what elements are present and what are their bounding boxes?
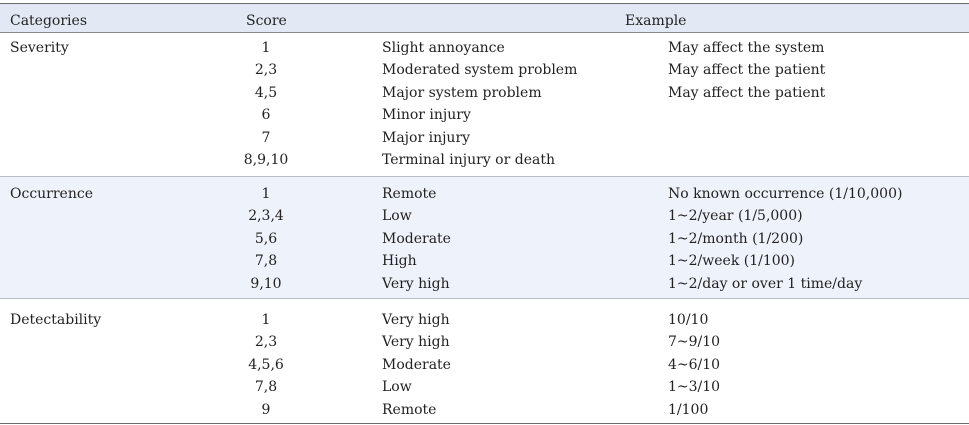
example-cell: 10/10 xyxy=(668,312,709,328)
score-cell: 1 xyxy=(261,186,271,202)
level-cell: Terminal injury or death xyxy=(382,152,555,168)
table-row xyxy=(0,104,969,126)
header-rule xyxy=(0,32,969,33)
group-detectability xyxy=(0,309,969,421)
header-score: Score xyxy=(246,13,287,29)
score-cell: 7,8 xyxy=(254,379,278,396)
level-cell: Remote xyxy=(382,186,437,202)
level-cell: Slight annoyance xyxy=(382,40,505,56)
level-cell: Low xyxy=(382,208,412,225)
table-row xyxy=(0,127,969,149)
level-cell: Very high xyxy=(382,275,450,292)
category-label: Occurrence xyxy=(10,186,93,202)
table-row xyxy=(0,205,969,227)
level-cell: Moderate xyxy=(382,230,451,247)
level-cell: High xyxy=(382,253,417,270)
table-row xyxy=(0,376,969,398)
level-cell: Moderated system problem xyxy=(382,62,578,79)
score-cell: 1 xyxy=(261,40,271,56)
level-cell: Minor injury xyxy=(382,107,471,124)
table-row xyxy=(0,82,969,104)
example-cell: 1~2/week (1/100) xyxy=(668,253,796,270)
example-cell: 1~2/year (1/5,000) xyxy=(668,208,803,225)
score-cell: 6 xyxy=(261,107,271,124)
score-cell: 9,10 xyxy=(250,275,282,292)
score-cell: 5,6 xyxy=(254,230,278,247)
level-cell: Low xyxy=(382,379,412,396)
example-cell: 7~9/10 xyxy=(668,334,721,351)
example-cell: 4~6/10 xyxy=(668,356,721,373)
table-row xyxy=(0,331,969,353)
table-row xyxy=(0,149,969,171)
table-row xyxy=(0,309,969,331)
example-cell: 1~2/day or over 1 time/day xyxy=(668,275,863,292)
table-row xyxy=(0,37,969,59)
level-cell: Remote xyxy=(382,401,437,418)
table-bottom-rule xyxy=(0,423,969,424)
example-cell: 1~3/10 xyxy=(668,379,721,396)
score-cell: 9 xyxy=(261,401,271,418)
level-cell: Major injury xyxy=(382,129,471,146)
example-cell: 1/100 xyxy=(668,401,709,418)
example-cell: May affect the patient xyxy=(668,62,826,79)
score-cell: 7,8 xyxy=(254,253,278,270)
score-cell: 7 xyxy=(261,129,271,146)
category-label: Detectability xyxy=(10,312,102,328)
table-row xyxy=(0,354,969,376)
table-row xyxy=(0,59,969,81)
table-row xyxy=(0,399,969,421)
table-row xyxy=(0,273,969,295)
header-example: Example xyxy=(625,13,687,29)
score-cell: 1 xyxy=(261,312,271,328)
level-cell: Moderate xyxy=(382,356,451,373)
table-header xyxy=(0,4,969,32)
score-cell: 8,9,10 xyxy=(243,152,289,168)
group-severity xyxy=(0,37,969,173)
group-divider xyxy=(0,298,969,299)
example-cell: May affect the patient xyxy=(668,84,826,101)
category-label: Severity xyxy=(10,40,69,56)
score-cell: 2,3 xyxy=(254,334,278,351)
example-cell: May affect the system xyxy=(668,40,825,56)
score-cell: 4,5,6 xyxy=(248,356,284,373)
score-cell: 2,3,4 xyxy=(248,208,284,225)
score-cell: 4,5 xyxy=(254,84,278,101)
group-occurrence xyxy=(0,177,969,298)
example-cell: 1~2/month (1/200) xyxy=(668,230,804,247)
level-cell: Very high xyxy=(382,334,450,351)
score-cell: 2,3 xyxy=(254,62,278,79)
level-cell: Very high xyxy=(382,312,450,328)
table-row xyxy=(0,228,969,250)
table-row xyxy=(0,250,969,272)
table-row xyxy=(0,183,969,205)
level-cell: Major system problem xyxy=(382,84,542,101)
header-categories: Categories xyxy=(10,13,87,29)
example-cell: No known occurrence (1/10,000) xyxy=(668,186,903,202)
